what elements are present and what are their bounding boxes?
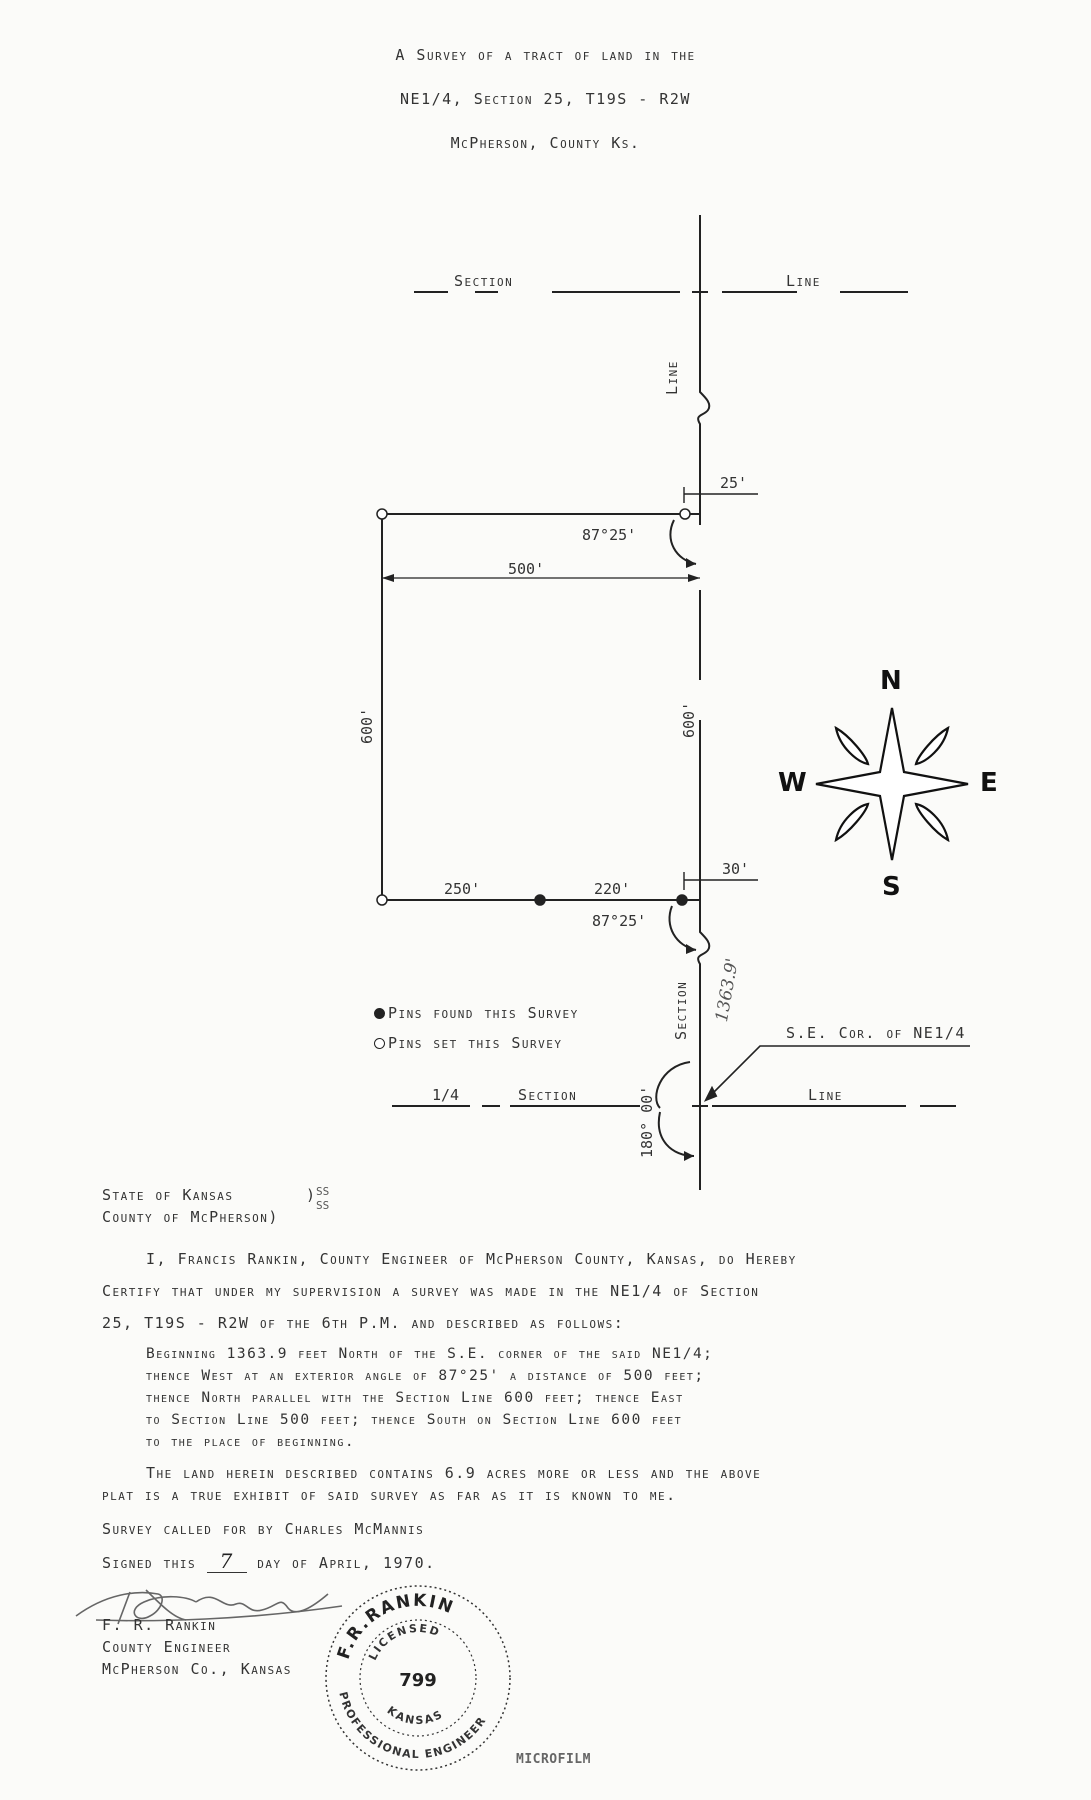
signed-day: 7 — [207, 1550, 247, 1573]
seal-bottom-arc: PROFESSIONAL ENGINEER — [336, 1690, 490, 1762]
signer-place: McPherson Co., Kansas — [102, 1660, 292, 1678]
seal-top-arc: F.R.RANKIN — [333, 1590, 458, 1662]
angle-arc-north — [670, 520, 696, 564]
venue-ss-upper: SS — [316, 1185, 330, 1198]
microfilm-stamp: MICROFILM — [516, 1752, 591, 1767]
corner-arc-lower — [659, 1112, 694, 1156]
desc-line-4: to Section Line 500 feet; thence South on Section Line 600 feet — [146, 1412, 683, 1428]
signer-name: F. R. Rankin — [102, 1616, 217, 1634]
desc-line-5: to the place of beginning. — [146, 1434, 356, 1450]
compass-rose-icon — [816, 708, 968, 860]
south-east-segment-label: 220' — [594, 880, 631, 898]
east-line-label: Line — [663, 360, 681, 395]
filled-pin-icon — [374, 1008, 385, 1019]
desc-line-3: thence North parallel with the Section Line 600 feet; thence East — [146, 1390, 684, 1406]
acreage-line-1: The land herein described contains 6.9 acres more or less and the above — [146, 1464, 762, 1482]
corner-angle-label: 180° 00' — [638, 1085, 656, 1158]
pin-set-nw — [377, 509, 387, 519]
open-pin-icon — [374, 1038, 385, 1049]
legend-pins-set — [374, 1034, 563, 1052]
signer-block — [102, 1614, 292, 1680]
angle-arc-south — [669, 906, 696, 950]
seal-state: KANSAS — [384, 1703, 446, 1728]
venue-state: State of Kansas — [102, 1186, 234, 1204]
pin-set-sw — [377, 895, 387, 905]
corner-label: S.E. Cor. of NE1/4 — [786, 1024, 966, 1042]
cert-line-2: Certify that under my supervision a survey was made in the NE1/4 of Section — [102, 1282, 760, 1300]
corner-arc-upper — [656, 1062, 690, 1108]
engineer-seal — [318, 1578, 518, 1778]
east-section-label: Section — [672, 980, 690, 1040]
compass-north-letter: N — [880, 666, 902, 696]
venue-paren: ) — [306, 1186, 316, 1204]
legend-pins-found — [374, 1004, 579, 1022]
top-line-label: Line — [786, 272, 821, 290]
east-side-label: 600' — [680, 701, 698, 738]
bottom-section-label: Section — [518, 1086, 578, 1104]
signed-suffix: day of April, 1970. — [257, 1554, 436, 1572]
south-west-segment-label: 250' — [444, 880, 481, 898]
venue-county: County of McPherson) — [102, 1208, 279, 1226]
corner-arrow — [706, 1088, 716, 1100]
west-side-label: 600' — [358, 707, 376, 744]
compass-west-letter: W — [778, 768, 807, 798]
seal-number: 799 — [399, 1670, 437, 1691]
offset-south-label: 30' — [722, 860, 750, 878]
survey-called-for: Survey called for by Charles McMannis — [102, 1520, 425, 1538]
survey-title-line-3: McPherson, County Ks. — [450, 134, 641, 152]
distance-from-corner-label: 1363.9' — [712, 956, 743, 1024]
legend-pins-set-label: Pins set this Survey — [388, 1034, 563, 1052]
angle-south-label: 87°25' — [592, 912, 647, 930]
pin-found-se — [677, 895, 687, 905]
east-section-line — [698, 215, 709, 1190]
acreage-line-2: plat is a true exhibit of said survey as far as it is known to me. — [102, 1486, 677, 1504]
desc-line-2: thence West at an exterior angle of 87°25' a distance of 500 feet; — [146, 1368, 705, 1384]
arrowheads — [382, 558, 700, 1161]
angle-north-label: 87°25' — [582, 526, 637, 544]
offset-north-label: 25' — [720, 474, 748, 492]
signed-date — [102, 1550, 436, 1574]
cert-line-1: I, Francis Rankin, County Engineer of McPherson County, Kansas, do Hereby — [146, 1250, 797, 1268]
bottom-line-label: Line — [808, 1086, 843, 1104]
compass-east-letter: E — [980, 768, 998, 798]
pin-set-ne — [680, 509, 690, 519]
venue-ss-lower: SS — [316, 1199, 330, 1212]
signer-title: County Engineer — [102, 1638, 232, 1656]
top-section-label: Section — [454, 272, 514, 290]
cert-line-3: 25, T19S - R2W of the 6th P.M. and described as follows: — [102, 1314, 625, 1332]
signed-prefix: Signed this — [102, 1554, 197, 1572]
survey-title-line-1: A Survey of a tract of land in the — [395, 46, 696, 64]
legend-pins-found-label: Pins found this Survey — [388, 1004, 579, 1022]
seal-inner-arc: LICENSED — [366, 1621, 443, 1663]
compass-south-letter: S — [882, 872, 901, 902]
bottom-quarter-label: 1/4 — [432, 1086, 460, 1104]
desc-line-1: Beginning 1363.9 feet North of the S.E. corner of the said NE1/4; — [146, 1346, 714, 1362]
pin-found-south-mid — [535, 895, 545, 905]
survey-title-line-2: NE1/4, Section 25, T19S - R2W — [400, 90, 691, 108]
width-label: 500' — [508, 560, 545, 578]
